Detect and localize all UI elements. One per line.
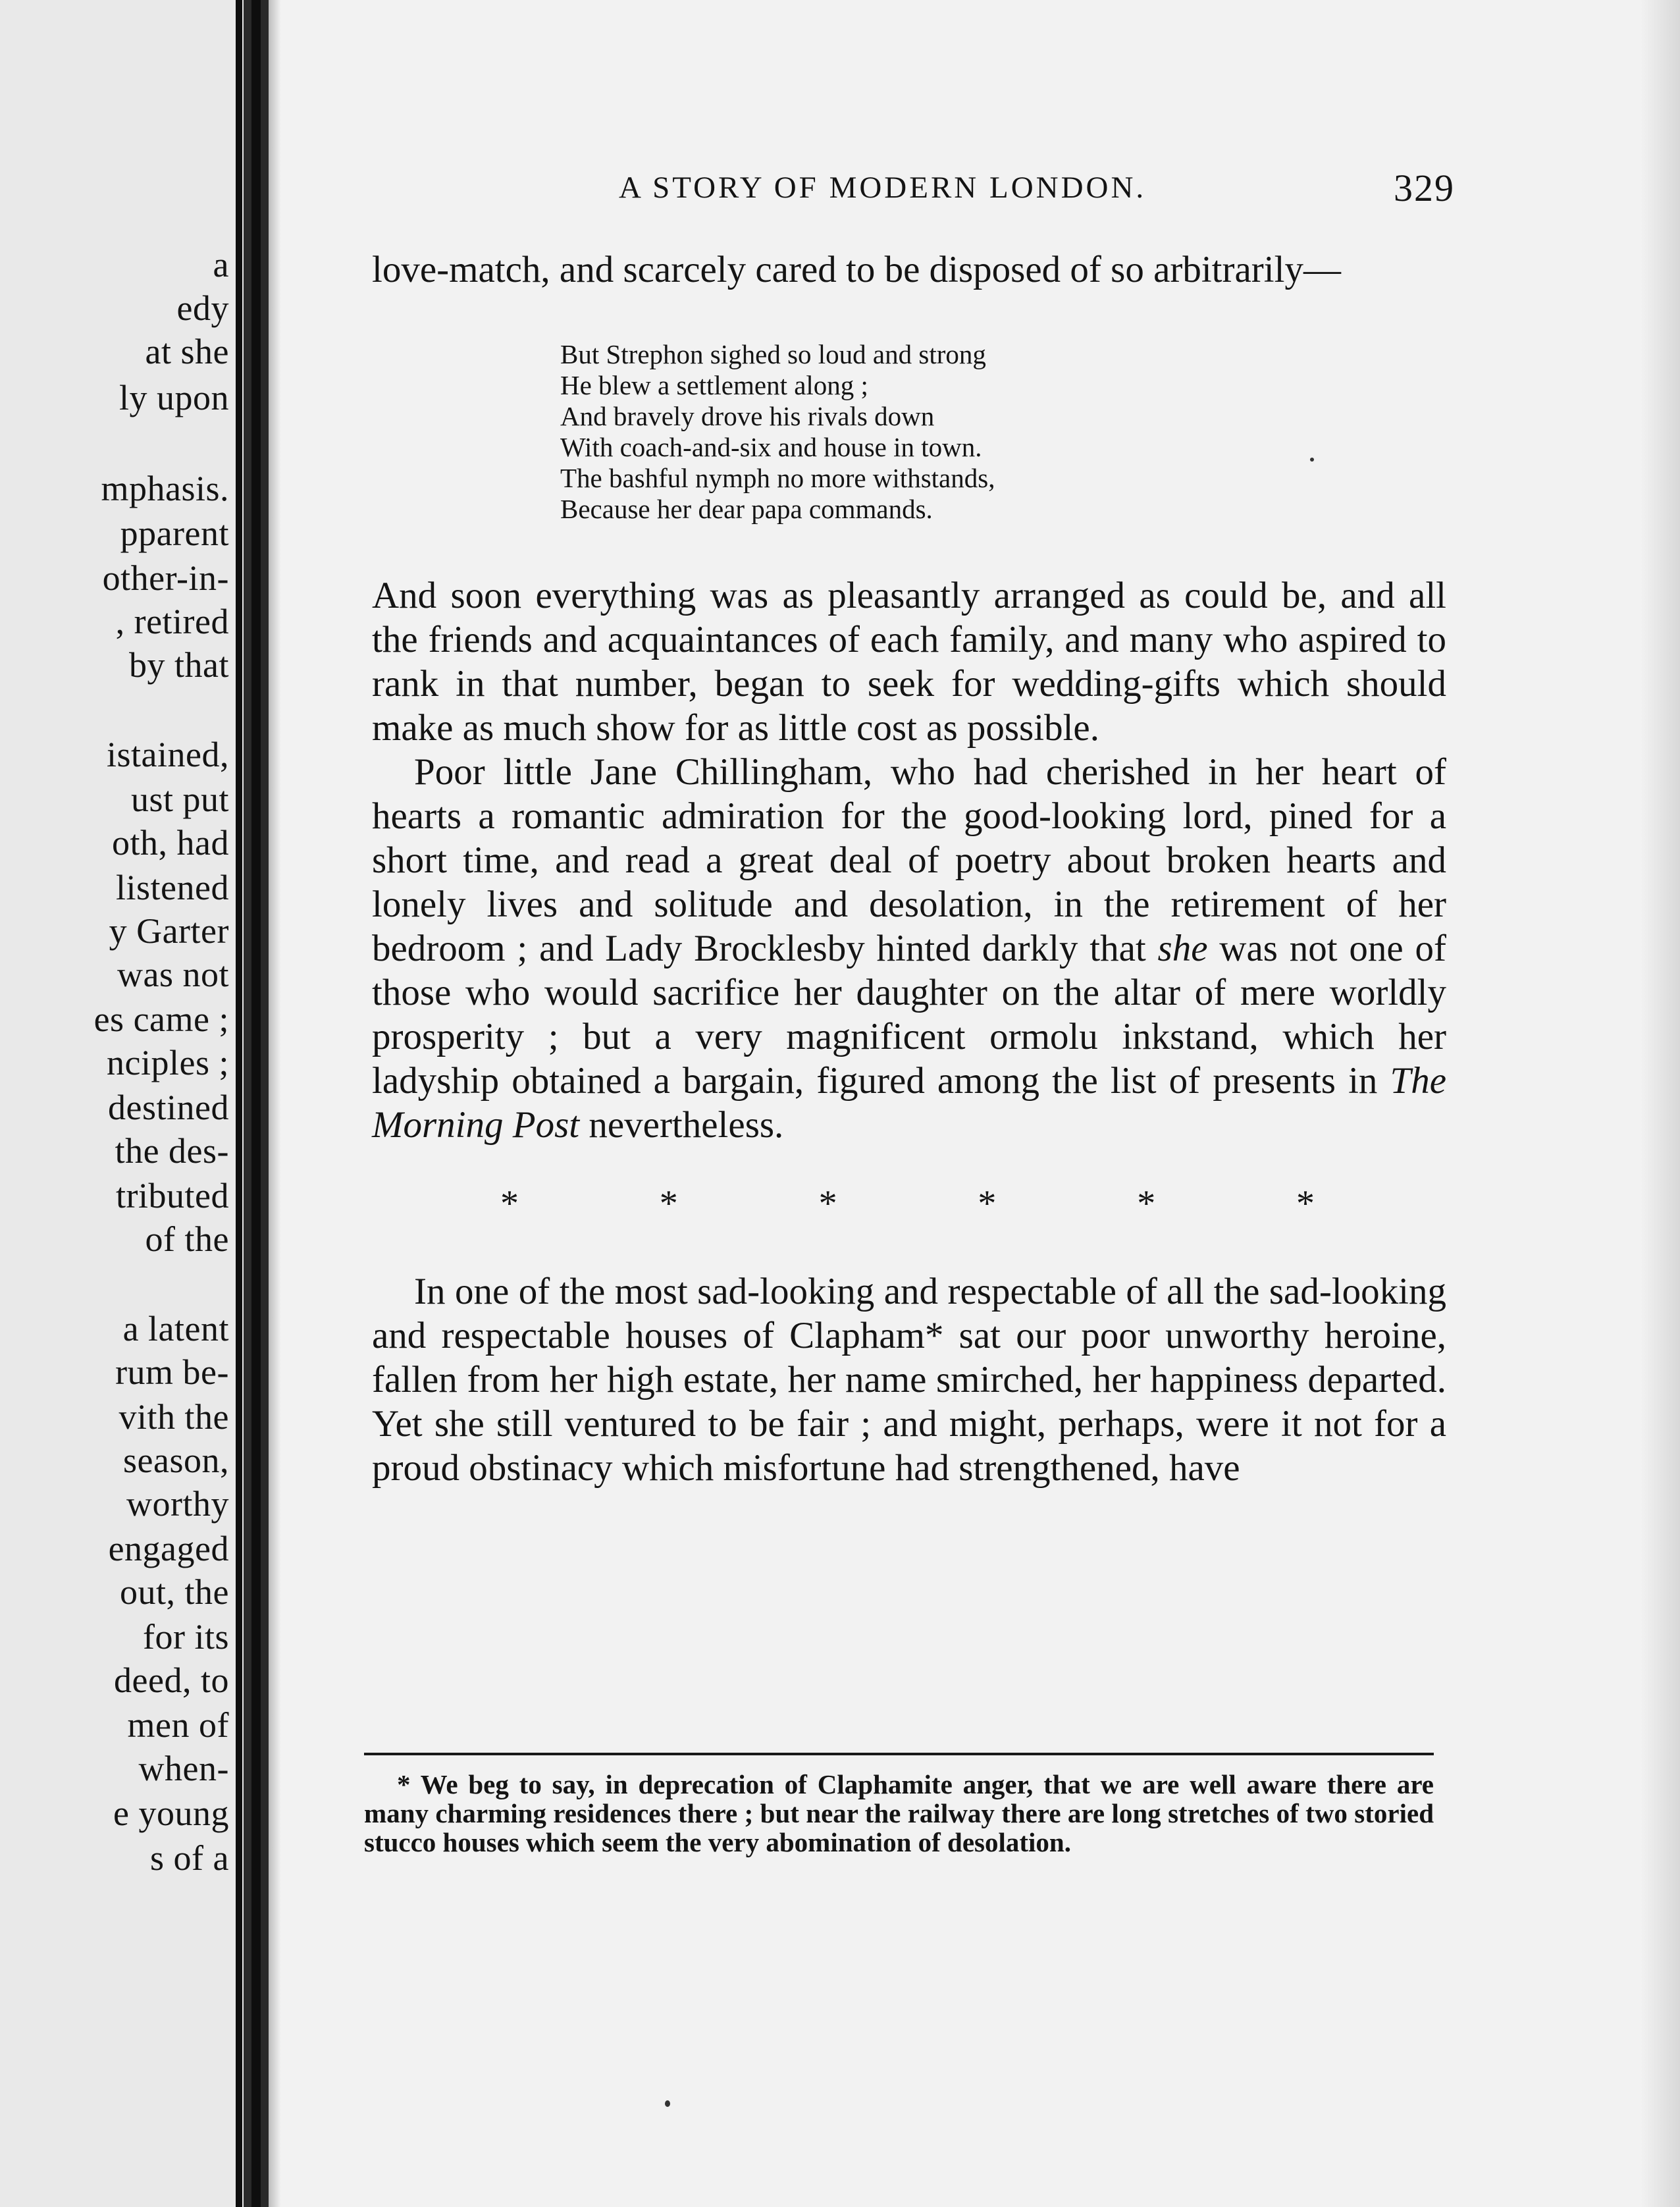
verse-line: But Strephon sighed so loud and strong: [560, 339, 986, 369]
facing-page-line: tributed: [116, 1176, 229, 1215]
footnote-text: * We beg to say, in deprecation of Claphamite anger, that we are well aware there are many charming residences there ; but near the railway there are long stretches of two storied stucco houses which seem the very abomination of desolation.: [364, 1769, 1434, 1857]
facing-page-line: , retired: [115, 602, 229, 641]
verse-line: He blew a settlement along ;: [560, 370, 868, 400]
facing-page-line: rum be-: [115, 1352, 229, 1392]
facing-page-line: pparent: [120, 514, 229, 553]
facing-page-line: when-: [138, 1749, 229, 1788]
paragraph: [372, 750, 1446, 1147]
facing-page-line: the des-: [115, 1131, 229, 1171]
facing-page-line: istained,: [107, 735, 229, 774]
facing-page-fragment: [0, 0, 244, 2207]
facing-page-line: listened: [116, 868, 229, 907]
facing-page-line: a latent: [122, 1309, 229, 1348]
page-edge-shadow: [251, 0, 261, 2207]
page-edge-shadow: [1641, 0, 1680, 2207]
facing-page-line: e young: [113, 1794, 229, 1833]
section-break-star: *: [659, 1183, 678, 1224]
facing-page-line: worthy: [126, 1484, 229, 1524]
facing-page-line: ly upon: [118, 378, 229, 417]
paragraph-opening: love-match, and scarcely cared to be disposed of so arbitrarily—: [372, 249, 1341, 290]
paragraph: And soon everything was as pleasantly arranged as could be, and all the friends and acquaintances of each family, and many who aspired to rank in that number, began to seek for wedding-gifts which should make as much show for as little cost as possible.: [372, 575, 1446, 749]
facing-page-line: for its: [143, 1617, 229, 1657]
facing-page-line: out, the: [120, 1572, 229, 1612]
facing-page-line: season,: [123, 1441, 229, 1480]
paragraph: In one of the most sad-looking and respectable of all the sad-looking and respectable houses of Clapham* sat our poor unworthy heroine, fallen from her high estate, her name smirched, her happiness departed. Yet she still ventured to be fair ; and might, perhaps, were it not for a proud obstinacy which misfortune had strengthened, have: [372, 1271, 1446, 1489]
facing-page-line: y Garter: [109, 911, 229, 951]
paragraph-text: Poor little Jane Chillingham, who had cherished in her heart of hearts a romantic admiration for the good-looking lord, pined for a short time, and read a great deal of poetry about broken hearts and lonely lives and solitude and desolation, in the retirement of her bedroom ; and Lady Brocklesby hinted darkly that: [372, 751, 1446, 969]
facing-page-line: edy: [176, 288, 229, 328]
facing-page-line: men of: [127, 1705, 229, 1745]
facing-page-line: es came ;: [93, 999, 229, 1039]
body-text: [372, 248, 1446, 1490]
verse-line: With coach-and-six and house in town.: [560, 432, 982, 462]
ink-speck: [665, 2100, 670, 2107]
footnote: [364, 1770, 1434, 1857]
facing-page-line: destined: [108, 1088, 229, 1127]
facing-page-line: vith the: [118, 1397, 229, 1437]
facing-page-line: s of a: [150, 1838, 229, 1878]
gutter-shadow: [269, 0, 280, 2207]
newspaper-title: The Morning Post: [372, 1060, 1446, 1146]
section-break-star: *: [500, 1183, 519, 1224]
footnote-rule: [364, 1753, 1434, 1755]
emphasis: she: [1157, 928, 1208, 969]
facing-page-line: other-in-: [102, 558, 229, 598]
facing-page-line: engaged: [108, 1529, 229, 1568]
facing-page-line: by that: [129, 645, 229, 685]
facing-page-line: deed, to: [114, 1661, 229, 1700]
paragraph-text: nevertheless.: [579, 1104, 784, 1146]
facing-page-line: oth, had: [112, 823, 229, 863]
ink-speck: [1310, 458, 1314, 462]
section-break-star: *: [1296, 1183, 1315, 1224]
verse-line: And bravely drove his rivals down: [560, 401, 935, 431]
facing-page-line: was not: [117, 955, 229, 994]
section-break-star: *: [978, 1183, 997, 1224]
facing-page-line: nciples ;: [107, 1043, 229, 1082]
verse-line: The bashful nymph no more withstands,: [560, 463, 995, 493]
facing-page-line: mphasis.: [101, 469, 229, 508]
page-edge-shadow: [236, 0, 242, 2207]
verse-quotation: [560, 339, 1446, 525]
facing-page-line: a: [213, 245, 229, 284]
page-number: 329: [1394, 167, 1455, 209]
facing-page-line: ust put: [130, 780, 229, 819]
section-break-star: *: [818, 1183, 837, 1224]
paragraph-text: was not one of those who would sacrifice her daughter on the altar of mere worldly prosperity ; but a very magnificent ormolu inkstand, which her ladyship obtained a bargain, figured among the list of presents in: [372, 928, 1446, 1102]
running-title: A STORY OF MODERN LONDON.: [619, 171, 1147, 205]
section-break: [372, 1184, 1446, 1223]
facing-page-line: at she: [145, 332, 229, 371]
facing-page-line: of the: [145, 1219, 229, 1259]
section-break-star: *: [1137, 1183, 1156, 1224]
verse-line: Because her dear papa commands.: [560, 494, 933, 524]
